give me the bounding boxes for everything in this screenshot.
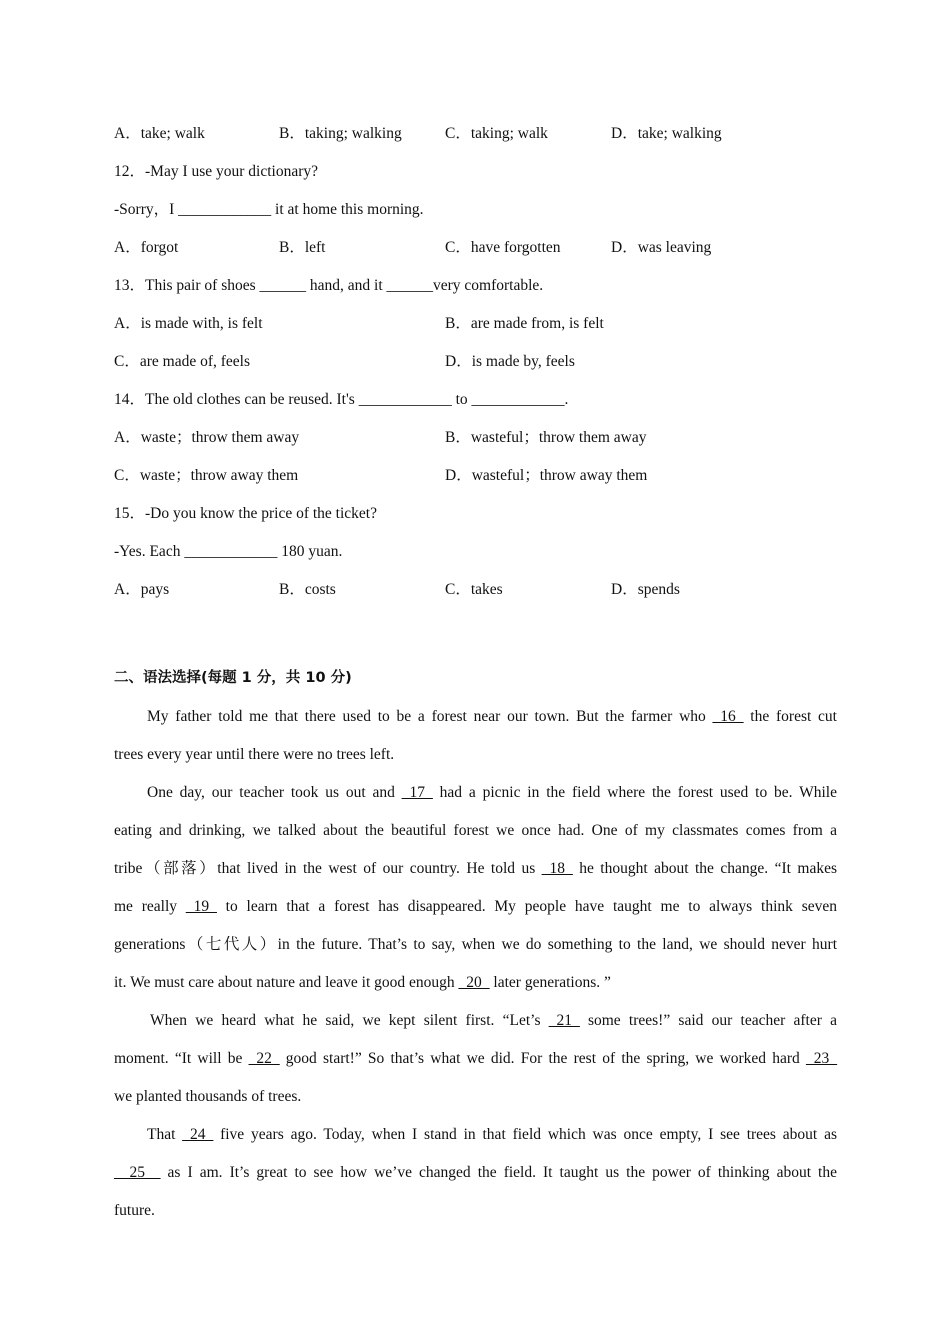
q14-option-b: B．wasteful；throw them away	[445, 429, 647, 446]
q13-stem: 13．This pair of shoes ______ hand, and it ______very comfortable.	[114, 277, 544, 294]
blank-22: _22_	[248, 1050, 280, 1067]
q15-option-c: C．takes	[445, 581, 503, 598]
blank-19: _19_	[185, 898, 217, 915]
passage-line: eating and drinking, we talked about the beautiful forest we once had. One of my classmates comes from a	[114, 822, 837, 839]
blank-18: _18_	[541, 860, 573, 877]
blank-21: _21_	[548, 1012, 580, 1029]
blank-16: _16_	[712, 708, 744, 725]
blank-23: _23_	[806, 1050, 838, 1067]
q15-reply: -Yes. Each ____________ 180 yuan.	[114, 543, 343, 560]
q12-option-d: D．was leaving	[611, 239, 712, 256]
q11-option-a: A．take; walk	[114, 125, 205, 142]
passage-line: future.	[114, 1202, 155, 1219]
q12-stem: 12．-May I use your dictionary?	[114, 163, 319, 180]
passage-line: That _24_ five years ago. Today, when I stand in that field which was once empty, I see trees about as	[147, 1126, 837, 1143]
q15-stem: 15．-Do you know the price of the ticket?	[114, 505, 377, 522]
passage-line: __25__ as I am. It’s great to see how we’ve changed the field. It taught us the power of thinking about the	[114, 1164, 837, 1181]
passage-line: me really _19_ to learn that a forest has disappeared. My people have taught me to always think seven	[114, 898, 837, 915]
q11-option-b: B．taking; walking	[279, 125, 402, 142]
passage-line: tribe（部落）that lived in the west of our country. He told us _18_ he thought about the change. “It makes	[114, 860, 837, 877]
blank-17: _17_	[401, 784, 433, 801]
q14-option-c: C．waste；throw away them	[114, 467, 299, 484]
passage-line: moment. “It will be _22_ good start!” So that’s what we did. For the rest of the spring, we worked hard _23_	[114, 1050, 838, 1067]
passage-line: we planted thousands of trees.	[114, 1088, 302, 1105]
passage-line: My father told me that there used to be a forest near our town. But the farmer who _16_ the forest cut	[147, 708, 837, 725]
q14-option-d: D．wasteful；throw away them	[445, 467, 648, 484]
q15-option-d: D．spends	[611, 581, 680, 598]
passage-line: it. We must care about nature and leave it good enough _20_ later generations. ”	[114, 974, 611, 991]
q13-option-d: D．is made by, feels	[445, 353, 575, 370]
q12-reply: -Sorry，I ____________ it at home this morning.	[114, 201, 424, 218]
blank-24: _24_	[182, 1126, 214, 1143]
q14-option-a: A．waste；throw them away	[114, 429, 300, 446]
q11-option-d: D．take; walking	[611, 125, 722, 142]
q13-option-a: A．is made with, is felt	[114, 315, 263, 332]
q14-stem: 14．The old clothes can be reused. It's ____________ to ____________.	[114, 391, 569, 408]
passage-line: trees every year until there were no trees left.	[114, 746, 395, 763]
q12-option-b: B．left	[279, 239, 326, 256]
passage-line: generations（七代人）in the future. That’s to say, when we do something to the land, we should never hurt	[114, 936, 837, 953]
q12-option-a: A．forgot	[114, 239, 179, 256]
q11-option-c: C．taking; walk	[445, 125, 548, 142]
q15-option-b: B．costs	[279, 581, 336, 598]
q12-option-c: C．have forgotten	[445, 239, 561, 256]
q13-option-b: B．are made from, is felt	[445, 315, 604, 332]
passage-line: One day, our teacher took us out and _17_ had a picnic in the field where the forest used to be. While	[147, 784, 837, 801]
section-heading: 二、语法选择(每题 1 分，共 10 分)	[114, 670, 352, 686]
passage-line: When we heard what he said, we kept silent first. “Let’s _21_ some trees!” said our teacher after a	[150, 1012, 837, 1029]
q13-option-c: C．are made of, feels	[114, 353, 250, 370]
blank-25: __25__	[114, 1164, 161, 1181]
q15-option-a: A．pays	[114, 581, 170, 598]
blank-20: _20_	[458, 974, 490, 991]
